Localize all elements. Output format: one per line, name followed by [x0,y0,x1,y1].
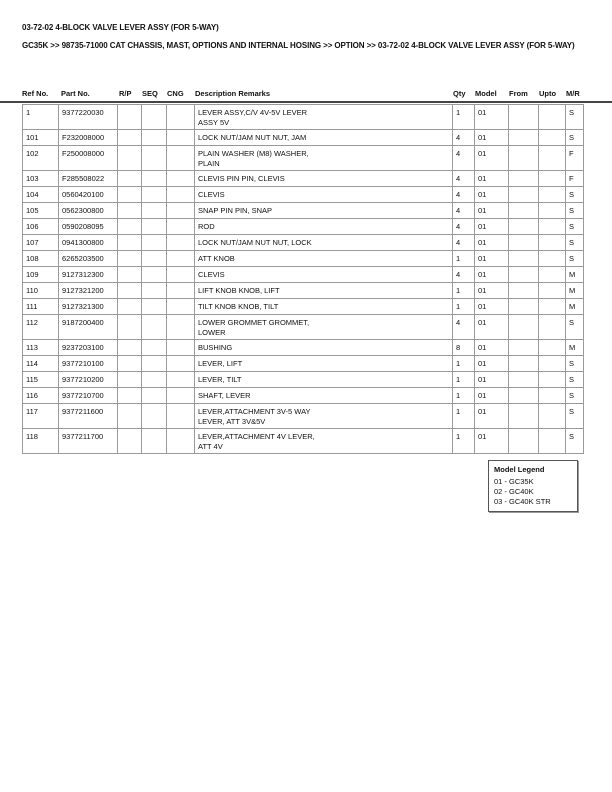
upto-cell [539,404,566,429]
seq-cell [142,299,167,315]
table-row [23,404,600,429]
ref-no-cell: 111 [23,299,59,315]
spacer-cell [584,267,600,283]
mr-cell: F [566,146,584,171]
from-cell [509,171,539,187]
ref-no-cell: 106 [23,219,59,235]
rp-cell [118,283,142,299]
qty-cell: 8 [453,340,475,356]
rp-cell [118,219,142,235]
model-cell: 01 [475,251,509,267]
header-rule [0,101,612,103]
cng-cell [167,203,195,219]
model-cell: 01 [475,283,509,299]
description-line: ATT 4V [198,441,223,451]
upto-cell [539,146,566,171]
upto-cell [539,203,566,219]
cng-cell [167,356,195,372]
from-cell [509,219,539,235]
part-no-cell: 6265203500 [59,251,118,267]
ref-no-cell: 113 [23,340,59,356]
model-legend [488,460,578,512]
description-line: LEVER, TILT [198,375,242,384]
seq-cell [142,388,167,404]
rp-cell [118,171,142,187]
from-cell [509,372,539,388]
ref-no-cell: 105 [23,203,59,219]
cng-cell [167,105,195,130]
qty-cell: 1 [453,372,475,388]
from-cell [509,429,539,454]
mr-cell: M [566,340,584,356]
header-upto: Upto [539,89,557,98]
seq-cell [142,203,167,219]
model-cell: 01 [475,171,509,187]
description-line: SHAFT, LEVER [198,391,251,400]
parts-table-body [23,105,600,454]
table-row [23,299,600,315]
from-cell [509,235,539,251]
seq-cell [142,187,167,203]
from-cell [509,315,539,340]
description-line: LOWER [198,327,226,337]
rp-cell [118,429,142,454]
ref-no-cell: 1 [23,105,59,130]
from-cell [509,283,539,299]
seq-cell [142,429,167,454]
upto-cell [539,267,566,283]
description-cell [195,267,453,283]
part-no-cell: 0590208095 [59,219,118,235]
seq-cell [142,356,167,372]
model-cell: 01 [475,187,509,203]
spacer-cell [584,235,600,251]
ref-no-cell: 110 [23,283,59,299]
description-line: LIFT KNOB KNOB, LIFT [198,286,280,295]
mr-cell: S [566,251,584,267]
mr-cell: S [566,219,584,235]
spacer-cell [584,356,600,372]
breadcrumb: GC35K >> 98735-71000 CAT CHASSIS, MAST, OPTIONS AND INTERNAL HOSING >> OPTION >> 03-72-02 4-BLOCK VALVE LEVER ASSY (FOR 5-WAY) [22,41,575,50]
description-cell [195,235,453,251]
from-cell [509,187,539,203]
model-cell: 01 [475,130,509,146]
spacer-cell [584,105,600,130]
description-cell [195,299,453,315]
qty-cell: 4 [453,130,475,146]
qty-cell: 4 [453,203,475,219]
seq-cell [142,251,167,267]
upto-cell [539,171,566,187]
ref-no-cell: 117 [23,404,59,429]
spacer-cell [584,171,600,187]
qty-cell: 4 [453,267,475,283]
table-row [23,356,600,372]
qty-cell: 1 [453,105,475,130]
seq-cell [142,283,167,299]
description-cell [195,315,453,340]
table-row [23,130,600,146]
mr-cell: S [566,404,584,429]
spacer-cell [584,187,600,203]
description-line: LOCK NUT/JAM NUT NUT, LOCK [198,238,312,247]
rp-cell [118,315,142,340]
table-row [23,388,600,404]
table-row [23,283,600,299]
column-headers [0,89,612,99]
rp-cell [118,130,142,146]
from-cell [509,203,539,219]
model-cell: 01 [475,356,509,372]
header-ref-no: Ref No. [22,89,49,98]
qty-cell: 4 [453,146,475,171]
part-no-cell: F232008000 [59,130,118,146]
upto-cell [539,130,566,146]
from-cell [509,356,539,372]
mr-cell: M [566,283,584,299]
upto-cell [539,187,566,203]
description-cell [195,146,453,171]
description-cell [195,187,453,203]
upto-cell [539,235,566,251]
header-part-no: Part No. [61,89,90,98]
model-cell: 01 [475,267,509,283]
table-row [23,105,600,130]
header-cng: CNG [167,89,184,98]
table-row [23,315,600,340]
header-mr: M/R [566,89,580,98]
spacer-cell [584,219,600,235]
upto-cell [539,429,566,454]
description-line: ATT KNOB [198,254,235,263]
legend-item: 01 - GC35K [494,477,534,486]
model-cell: 01 [475,235,509,251]
spacer-cell [584,388,600,404]
table-row [23,187,600,203]
description-line: ASSY 5V [198,117,230,127]
qty-cell: 1 [453,356,475,372]
mr-cell: S [566,187,584,203]
model-cell: 01 [475,219,509,235]
description-line: PLAIN [198,158,220,168]
mr-cell: S [566,130,584,146]
qty-cell: 4 [453,187,475,203]
cng-cell [167,171,195,187]
model-cell: 01 [475,146,509,171]
spacer-cell [584,299,600,315]
part-no-cell: 9377211600 [59,404,118,429]
description-cell [195,283,453,299]
model-cell: 01 [475,299,509,315]
rp-cell [118,388,142,404]
rp-cell [118,404,142,429]
mr-cell: F [566,171,584,187]
rp-cell [118,356,142,372]
from-cell [509,299,539,315]
table-row [23,340,600,356]
rp-cell [118,146,142,171]
description-cell [195,340,453,356]
description-line: LEVER, LIFT [198,359,243,368]
cng-cell [167,283,195,299]
seq-cell [142,235,167,251]
spacer-cell [584,251,600,267]
rp-cell [118,299,142,315]
part-no-cell: F250008000 [59,146,118,171]
seq-cell [142,105,167,130]
qty-cell: 1 [453,283,475,299]
upto-cell [539,372,566,388]
table-row [23,203,600,219]
qty-cell: 4 [453,219,475,235]
table-row [23,171,600,187]
table-row [23,267,600,283]
cng-cell [167,235,195,251]
table-row [23,219,600,235]
description-cell [195,251,453,267]
description-cell [195,171,453,187]
rp-cell [118,105,142,130]
qty-cell: 1 [453,429,475,454]
part-no-cell: 0560420100 [59,187,118,203]
ref-no-cell: 118 [23,429,59,454]
mr-cell: S [566,203,584,219]
part-no-cell: 0941300800 [59,235,118,251]
description-cell [195,429,453,454]
spacer-cell [584,315,600,340]
table-row [23,429,600,454]
part-no-cell: 9127312300 [59,267,118,283]
upto-cell [539,388,566,404]
description-cell [195,372,453,388]
part-no-cell: 9377211700 [59,429,118,454]
cng-cell [167,429,195,454]
upto-cell [539,315,566,340]
cng-cell [167,130,195,146]
mr-cell: S [566,315,584,340]
description-line: TILT KNOB KNOB, TILT [198,302,279,311]
spacer-cell [584,372,600,388]
ref-no-cell: 103 [23,171,59,187]
description-line: BUSHING [198,343,233,352]
description-cell [195,130,453,146]
ref-no-cell: 102 [23,146,59,171]
table-row [23,372,600,388]
from-cell [509,404,539,429]
cng-cell [167,187,195,203]
part-no-cell: 9377210200 [59,372,118,388]
description-line: LEVER, ATT 3V&5V [198,416,266,426]
description-cell [195,105,453,130]
cng-cell [167,315,195,340]
description-line: PLAIN WASHER (M8) WASHER, [198,149,309,158]
rp-cell [118,267,142,283]
spacer-cell [584,283,600,299]
part-no-cell: 9377210700 [59,388,118,404]
mr-cell: S [566,429,584,454]
cng-cell [167,251,195,267]
ref-no-cell: 101 [23,130,59,146]
upto-cell [539,356,566,372]
ref-no-cell: 107 [23,235,59,251]
upto-cell [539,340,566,356]
spacer-cell [584,203,600,219]
spacer-cell [584,146,600,171]
description-cell [195,388,453,404]
qty-cell: 1 [453,299,475,315]
header-qty: Qty [453,89,466,98]
model-cell: 01 [475,404,509,429]
description-cell [195,356,453,372]
header-model: Model [475,89,497,98]
cng-cell [167,146,195,171]
part-no-cell: 9377220030 [59,105,118,130]
model-cell: 01 [475,429,509,454]
header-rp: R/P [119,89,132,98]
seq-cell [142,340,167,356]
legend-item: 03 - GC40K STR [494,497,551,506]
rp-cell [118,340,142,356]
mr-cell: S [566,105,584,130]
from-cell [509,146,539,171]
seq-cell [142,267,167,283]
upto-cell [539,105,566,130]
rp-cell [118,203,142,219]
ref-no-cell: 115 [23,372,59,388]
document-title: 03-72-02 4-BLOCK VALVE LEVER ASSY (FOR 5-WAY) [22,23,219,32]
upto-cell [539,251,566,267]
upto-cell [539,283,566,299]
ref-no-cell: 116 [23,388,59,404]
qty-cell: 4 [453,315,475,340]
cng-cell [167,404,195,429]
qty-cell: 1 [453,404,475,429]
seq-cell [142,146,167,171]
upto-cell [539,219,566,235]
qty-cell: 1 [453,388,475,404]
model-cell: 01 [475,372,509,388]
spacer-cell [584,340,600,356]
part-no-cell: 0562300800 [59,203,118,219]
upto-cell [539,299,566,315]
legend-title: Model Legend [494,465,545,474]
description-cell [195,219,453,235]
mr-cell: M [566,299,584,315]
part-no-cell: 9187200400 [59,315,118,340]
rp-cell [118,187,142,203]
description-line: ROD [198,222,215,231]
seq-cell [142,372,167,388]
description-line: LEVER,ATTACHMENT 3V-5 WAY [198,407,311,416]
seq-cell [142,404,167,429]
ref-no-cell: 108 [23,251,59,267]
rp-cell [118,372,142,388]
from-cell [509,105,539,130]
description-line: CLEVIS PIN PIN, CLEVIS [198,174,285,183]
ref-no-cell: 109 [23,267,59,283]
model-cell: 01 [475,315,509,340]
part-no-cell: 9127321200 [59,283,118,299]
mr-cell: S [566,235,584,251]
description-line: LOCK NUT/JAM NUT NUT, JAM [198,133,307,142]
table-row [23,146,600,171]
mr-cell: S [566,372,584,388]
from-cell [509,130,539,146]
part-no-cell: 9237203100 [59,340,118,356]
model-cell: 01 [475,340,509,356]
model-cell: 01 [475,388,509,404]
description-line: CLEVIS [198,270,225,279]
mr-cell: S [566,388,584,404]
cng-cell [167,267,195,283]
parts-table [22,104,600,454]
seq-cell [142,130,167,146]
description-line: LEVER ASSY,C/V 4V-5V LEVER [198,108,308,117]
model-cell: 01 [475,203,509,219]
description-cell [195,404,453,429]
qty-cell: 4 [453,171,475,187]
part-no-cell: 9377210100 [59,356,118,372]
from-cell [509,267,539,283]
ref-no-cell: 104 [23,187,59,203]
from-cell [509,388,539,404]
description-line: SNAP PIN PIN, SNAP [198,206,273,215]
rp-cell [118,251,142,267]
description-line: LOWER GROMMET GROMMET, [198,318,310,327]
description-line: LEVER,ATTACHMENT 4V LEVER, [198,432,315,441]
table-row [23,251,600,267]
cng-cell [167,219,195,235]
legend-item: 02 - GC40K [494,487,534,496]
part-no-cell: F285508022 [59,171,118,187]
ref-no-cell: 114 [23,356,59,372]
spacer-cell [584,130,600,146]
cng-cell [167,372,195,388]
cng-cell [167,388,195,404]
model-cell: 01 [475,105,509,130]
mr-cell: M [566,267,584,283]
from-cell [509,251,539,267]
seq-cell [142,171,167,187]
part-no-cell: 9127321300 [59,299,118,315]
description-line: CLEVIS [198,190,225,199]
spacer-cell [584,404,600,429]
ref-no-cell: 112 [23,315,59,340]
cng-cell [167,299,195,315]
qty-cell: 1 [453,251,475,267]
seq-cell [142,315,167,340]
from-cell [509,340,539,356]
spacer-cell [584,429,600,454]
cng-cell [167,340,195,356]
description-cell [195,203,453,219]
header-from: From [509,89,528,98]
table-row [23,235,600,251]
qty-cell: 4 [453,235,475,251]
rp-cell [118,235,142,251]
header-description: Description Remarks [195,89,271,98]
mr-cell: S [566,356,584,372]
header-seq: SEQ [142,89,158,98]
seq-cell [142,219,167,235]
